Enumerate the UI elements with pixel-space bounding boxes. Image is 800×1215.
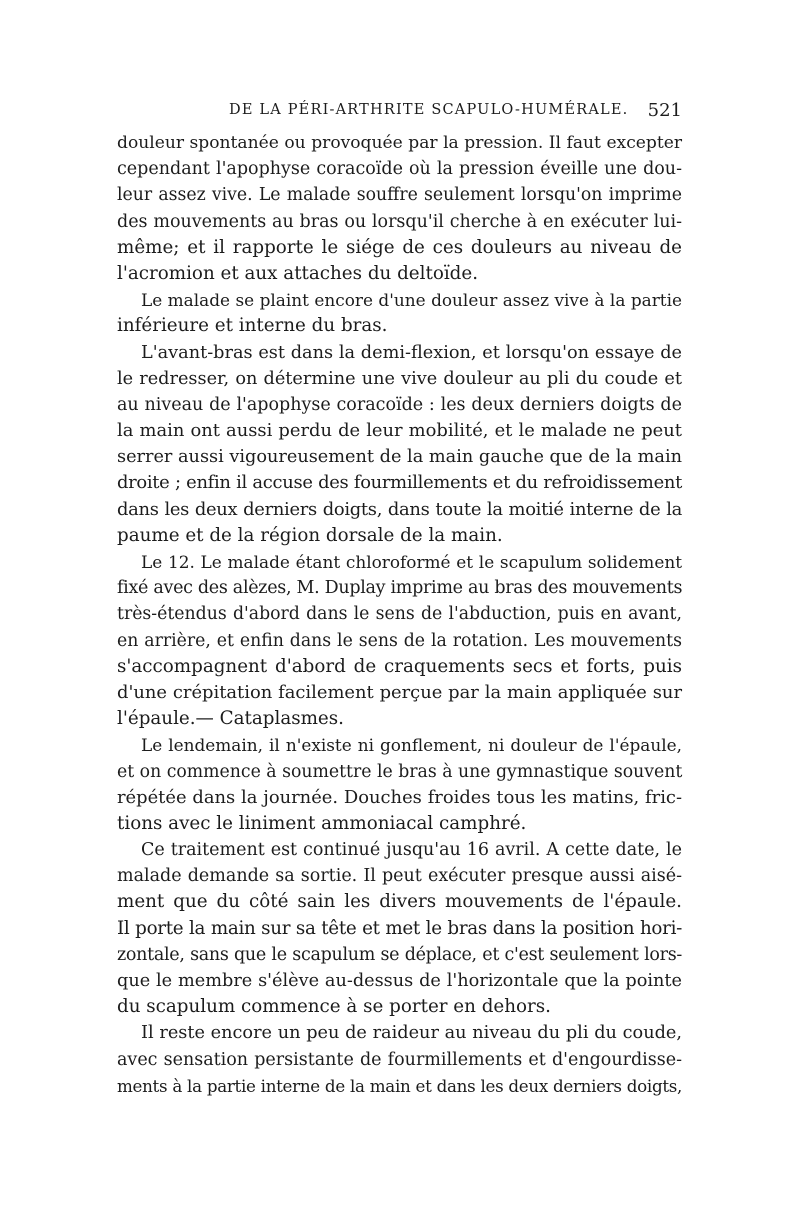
text-line: malade demande sa sortie. Il peut exécuter presque aussi aisé- — [117, 866, 682, 887]
text-line: du scapulum commence à se porter en dehors. — [117, 996, 551, 1018]
text-line: ment que du côté sain les divers mouvements de l'épaule. — [117, 891, 682, 913]
text-line: Ce traitement est continué jusqu'au 16 avril. A cette date, le — [141, 840, 682, 861]
page-number: 521 — [647, 100, 682, 121]
text-line: répétée dans la journée. Douches froides tous les matins, fric- — [117, 786, 682, 808]
text-line: tions avec le liniment ammoniacal camphré. — [117, 812, 527, 834]
text-line: ments à la partie interne de la main et dans les deux derniers doigts, — [117, 1075, 682, 1096]
text-line: leur assez vive. Le malade souffre seulement lorsqu'on imprime — [117, 185, 682, 206]
text-line: droite ; enfin il accuse des fourmillements et du refroidissement — [117, 472, 682, 494]
text-line: avec sensation persistante de fourmillements et d'engourdisse- — [117, 1049, 682, 1070]
text-line: et on commence à soumettre le bras à une gymnastique souvent — [117, 761, 683, 782]
text-line: Le lendemain, il n'existe ni gonflement, ni douleur de l'épaule, — [141, 735, 682, 756]
text-line: douleur spontanée ou provoquée par la pression. Il faut excepter — [117, 133, 682, 153]
text-line: Il reste encore un peu de raideur au niveau du pli du coude, — [141, 1023, 682, 1044]
text-line: au niveau de l'apophyse coracoïde : les deux derniers doigts de — [117, 394, 682, 415]
body-text — [117, 130, 682, 1099]
text-line: Le malade se plaint encore d'une douleur assez vive à la partie — [141, 290, 682, 311]
text-line: cependant l'apophyse coracoïde où la pression éveille une dou- — [117, 159, 682, 180]
text-line: en arrière, et enfin dans le sens de la rotation. Les mouvements — [117, 630, 682, 651]
text-line: que le membre s'élève au-dessus de l'horizontale que la pointe — [117, 971, 682, 991]
text-line: l'acromion et aux attaches du deltoïde. — [117, 262, 479, 284]
text-line: inférieure et interne du bras. — [117, 315, 388, 337]
text-line: très-étendus d'abord dans le sens de l'abduction, puis en avant, — [117, 604, 682, 625]
text-line: Le 12. Le malade étant chloroformé et le scapulum solidement — [141, 552, 682, 572]
page-header — [117, 100, 682, 122]
running-title: DE LA PÉRI-ARTHRITE SCAPULO-HUMÉRALE. — [229, 102, 629, 118]
text-line: zontale, sans que le scapulum se déplace, et c'est seulement lors- — [117, 944, 682, 965]
text-line: Il porte la main sur sa tête et met le bras dans la position hori- — [117, 917, 682, 939]
text-line: des mouvements au bras ou lorsqu'il cherche à en exécuter lui- — [117, 211, 682, 232]
text-line: l'épaule.— Cataplasmes. — [117, 708, 344, 730]
text-line: serrer aussi vigoureusement de la main gauche que de la main — [117, 447, 682, 468]
text-line: paume et de la région dorsale de la main. — [117, 524, 503, 546]
text-line: la main ont aussi perdu de leur mobilité, et le malade ne peut — [117, 420, 682, 442]
text-line: dans les deux derniers doigts, dans toute la moitié interne de la — [117, 498, 682, 520]
text-line: même; et il rapporte le siége de ces douleurs au niveau de — [117, 236, 682, 258]
text-line: le redresser, on détermine une vive douleur au pli du coude et — [117, 368, 682, 389]
text-line: fixé avec des alèzes, M. Duplay imprime au bras des mouvements — [117, 578, 683, 599]
text-line: L'avant-bras est dans la demi-flexion, et lorsqu'on essaye de — [141, 342, 682, 363]
text-line: d'une crépitation facilement perçue par la main appliquée sur — [117, 681, 682, 703]
text-line: s'accompagnent d'abord de craquements secs et forts, puis — [117, 655, 682, 677]
